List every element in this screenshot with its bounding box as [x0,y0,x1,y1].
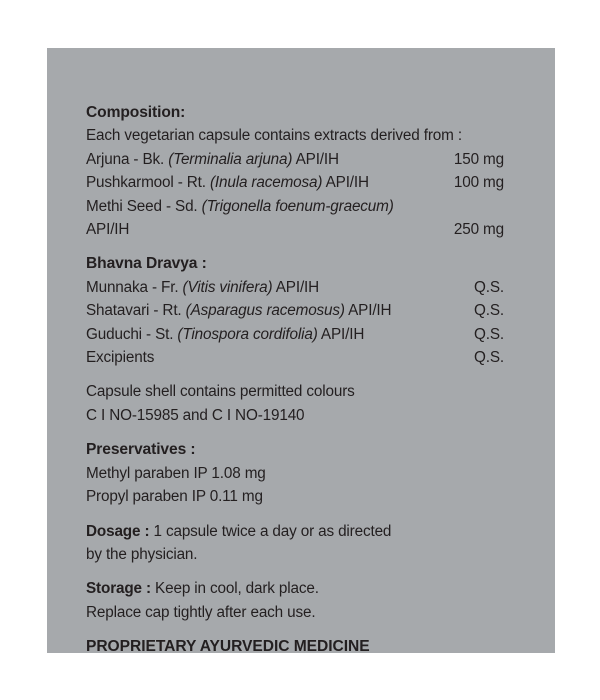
ingredient-quantity: 100 mg [453,174,504,192]
ingredient-common-name: Arjuna - Bk. [86,150,169,168]
ingredient-standard: API/IH [322,174,369,192]
composition-ingredient-name [86,148,339,171]
composition-heading: Composition: [86,104,186,121]
composition-ingredient-name [86,195,504,218]
ingredient-quantity: Q.S. [473,302,504,320]
bhavna-ingredient-name: Excipients [86,349,155,367]
label-content [86,101,504,659]
ingredient-common-name: Guduchi - St. [86,325,178,343]
bhavna-dravya-row [86,346,504,369]
capsule-shell-line-2: C I NO-15985 and C I NO-19140 [86,406,305,424]
capsule-shell-line-1: Capsule shell contains permitted colours [86,383,355,401]
preservatives-heading: Preservatives : [86,441,196,459]
bhavna-dravya-section [86,252,504,369]
ingredient-quantity: Q.S. [473,349,504,367]
ingredient-botanical-name: (Trigonella foenum-graecum) [201,197,394,215]
ingredient-standard: API/IH [317,325,365,343]
ingredient-botanical-name: (Terminalia arjuna) [168,150,293,168]
storage-section [86,577,504,624]
ingredient-standard: API/IH [292,150,339,168]
bhavna-ingredient-name [86,323,364,346]
preservative-methyl-paraben: Methyl paraben IP 1.08 mg [86,464,266,482]
composition-intro: Each vegetarian capsule contains extracts derived from : [86,127,462,145]
ingredient-botanical-name: (Asparagus racemosus) [185,302,345,320]
ingredient-standard: API/IH [344,302,392,320]
storage-text: Keep in cool, dark place. [150,580,319,598]
medicine-label-panel [47,48,555,656]
dosage-label: Dosage : [86,522,150,540]
ingredient-common-name: Pushkarmool - Rt. [86,174,210,192]
dosage-line-1 [86,520,504,543]
storage-line-1 [86,577,504,600]
bhavna-dravya-row [86,299,504,322]
dosage-line-2: by the physician. [86,545,198,563]
preservative-propyl-paraben: Propyl paraben IP 0.11 mg [86,488,263,506]
bhavna-dravya-row [86,276,504,299]
composition-row [86,171,504,194]
bhavna-ingredient-name [86,276,319,299]
dosage-text: 1 capsule twice a day or as directed [149,522,392,540]
bhavna-dravya-heading: Bhavna Dravya : [86,255,207,273]
bhavna-ingredient-name [86,299,391,322]
proprietary-medicine-statement: PROPRIETARY AYURVEDIC MEDICINE [86,638,370,656]
bhavna-dravya-row [86,323,504,346]
composition-row [86,148,504,171]
ingredient-botanical-name: (Tinospora cordifolia) [177,325,318,343]
preservatives-section [86,438,504,508]
storage-line-2: Replace cap tightly after each use. [86,603,316,621]
footer-section [86,635,504,658]
composition-row [86,218,504,241]
capsule-shell-section [86,380,504,427]
ingredient-standard: API/IH [86,221,130,239]
ingredient-botanical-name: (Inula racemosa) [209,174,323,192]
ingredient-quantity: 250 mg [453,221,504,239]
ingredient-common-name: Shatavari - Rt. [86,302,186,320]
composition-section [86,101,504,241]
ingredient-common-name: Munnaka - Fr. [86,278,183,296]
ingredient-quantity: Q.S. [473,325,504,343]
composition-ingredient-name [86,171,369,194]
ingredient-common-name: Methi Seed - Sd. [86,197,202,215]
ingredient-botanical-name: (Vitis vinifera) [182,278,273,296]
ingredient-quantity: Q.S. [473,278,504,296]
ingredient-standard: API/IH [272,278,320,296]
ingredient-quantity: 150 mg [453,150,504,168]
storage-label: Storage : [86,580,151,598]
dosage-section [86,520,504,567]
